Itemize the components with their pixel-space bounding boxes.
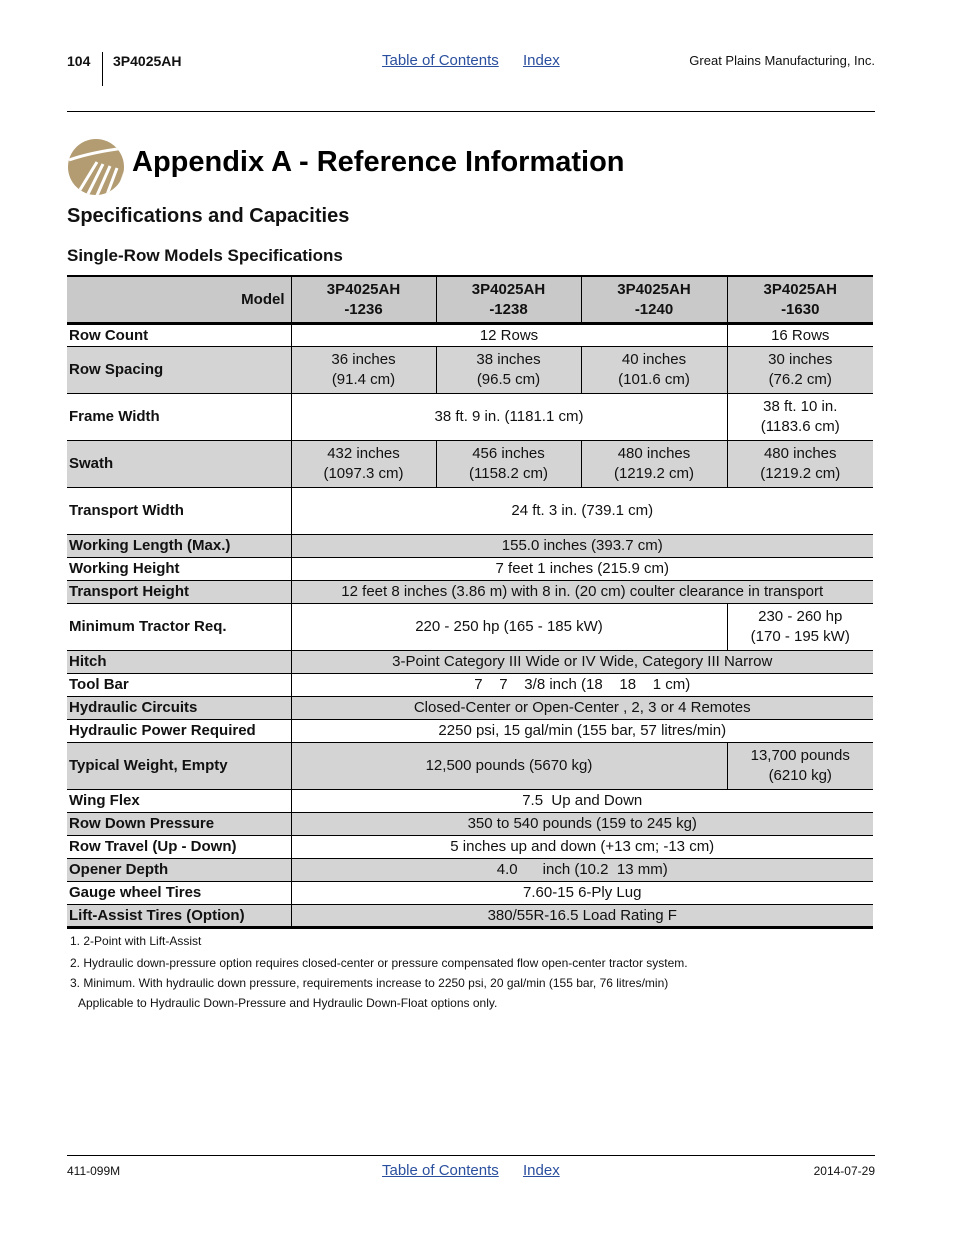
table-row: [67, 905, 873, 928]
table-row: [67, 882, 873, 905]
table-cell: 480 inches (1219.2 cm): [727, 441, 873, 488]
toc-link[interactable]: Table of Contents: [382, 52, 499, 69]
footer-toc-link[interactable]: Table of Contents: [382, 1162, 499, 1179]
row-label: Swath: [67, 441, 291, 488]
index-link[interactable]: Index: [523, 52, 560, 69]
row-label: Transport Width: [67, 488, 291, 535]
subsection-title: Single-Row Models Specifications: [67, 246, 343, 265]
table-row: [67, 604, 873, 651]
page-title: Appendix A - Reference Information: [132, 146, 625, 178]
specifications-table: [67, 275, 873, 929]
row-label: Working Height: [67, 558, 291, 581]
row-label: Minimum Tractor Req.: [67, 604, 291, 651]
row-label: Working Length (Max.): [67, 535, 291, 558]
table-cell: 40 inches (101.6 cm): [581, 347, 727, 394]
model-name: 3P4025AH: [113, 53, 182, 69]
table-cell: 12 feet 8 inches (3.86 m) with 8 in. (20 cm) coulter clearance in transport: [291, 581, 873, 604]
footnote-3: 3. Minimum. With hydraulic down pressure, requirements increase to 2250 psi, 20 gal/min (155 bar, 76 litres/min): [70, 976, 669, 990]
table-cell: 2250 psi, 15 gal/min (155 bar, 57 litres/min): [291, 720, 873, 743]
model-header-1630: 3P4025AH -1630: [727, 276, 873, 324]
table-row: [67, 488, 873, 535]
header-divider: [102, 52, 103, 86]
row-label: Tool Bar: [67, 674, 291, 697]
section-title: Specifications and Capacities: [67, 205, 350, 227]
doc-number: 411-099M: [67, 1164, 121, 1178]
table-row: [67, 697, 873, 720]
footnote-1: 1. 2-Point with Lift-Assist: [70, 934, 202, 948]
table-row: [67, 743, 873, 790]
table-row: [67, 720, 873, 743]
table-cell: 3-Point Category III Wide or IV Wide, Category III Narrow: [291, 651, 873, 674]
table-cell: 38 ft. 9 in. (1181.1 cm): [291, 394, 727, 441]
row-label: Typical Weight, Empty: [67, 743, 291, 790]
table-cell: 5 inches up and down (+13 cm; -13 cm): [291, 836, 873, 859]
row-label: Wing Flex: [67, 790, 291, 813]
table-row: [67, 558, 873, 581]
table-cell: 24 ft. 3 in. (739.1 cm): [291, 488, 873, 535]
row-label: Row Down Pressure: [67, 813, 291, 836]
table-cell: 350 to 540 pounds (159 to 245 kg): [291, 813, 873, 836]
table-row: [67, 836, 873, 859]
table-cell: 12,500 pounds (5670 kg): [291, 743, 727, 790]
model-header-1240: 3P4025AH -1240: [581, 276, 727, 324]
table-cell: 4.0 inch (10.2 13 mm): [291, 859, 873, 882]
table-row: [67, 394, 873, 441]
footer-rule: [67, 1155, 875, 1156]
table-cell: 7.5 Up and Down: [291, 790, 873, 813]
table-cell: 12 Rows: [291, 324, 727, 347]
footnote-3-continued: Applicable to Hydraulic Down-Pressure and Hydraulic Down-Float options only.: [78, 996, 498, 1010]
row-label: Row Travel (Up - Down): [67, 836, 291, 859]
table-cell: 30 inches (76.2 cm): [727, 347, 873, 394]
row-label: Hitch: [67, 651, 291, 674]
table-cell: 7 feet 1 inches (215.9 cm): [291, 558, 873, 581]
table-cell: 456 inches (1158.2 cm): [436, 441, 581, 488]
row-label: Transport Height: [67, 581, 291, 604]
row-label: Row Spacing: [67, 347, 291, 394]
footer-index-link[interactable]: Index: [523, 1162, 560, 1179]
table-cell: 38 ft. 10 in. (1183.6 cm): [727, 394, 873, 441]
table-cell: 220 - 250 hp (165 - 185 kW): [291, 604, 727, 651]
table-cell: 155.0 inches (393.7 cm): [291, 535, 873, 558]
table-row: [67, 859, 873, 882]
row-label: Gauge wheel Tires: [67, 882, 291, 905]
table-row: [67, 651, 873, 674]
row-label: Row Count: [67, 324, 291, 347]
table-row: [67, 535, 873, 558]
table-cell: 480 inches (1219.2 cm): [581, 441, 727, 488]
row-label: Hydraulic Power Required: [67, 720, 291, 743]
table-row: [67, 581, 873, 604]
row-label: Opener Depth: [67, 859, 291, 882]
table-cell: 36 inches (91.4 cm): [291, 347, 436, 394]
table-row: [67, 324, 873, 347]
table-row: [67, 674, 873, 697]
company-name: Great Plains Manufacturing, Inc.: [689, 53, 875, 68]
table-row: [67, 813, 873, 836]
header-rule: [67, 111, 875, 112]
table-cell: 230 - 260 hp (170 - 195 kW): [727, 604, 873, 651]
table-cell: 13,700 pounds (6210 kg): [727, 743, 873, 790]
table-cell: Closed-Center or Open-Center , 2, 3 or 4 Remotes: [291, 697, 873, 720]
table-cell: 7.60-15 6-Ply Lug: [291, 882, 873, 905]
table-row: [67, 790, 873, 813]
table-row: [67, 347, 873, 394]
table-cell: 432 inches (1097.3 cm): [291, 441, 436, 488]
footer-date: 2014-07-29: [813, 1164, 875, 1178]
footnote-2: 2. Hydraulic down-pressure option requires closed-center or pressure compensated flow open-center tractor system.: [70, 956, 688, 970]
table-cell: 7 7 3/8 inch (18 18 1 cm): [291, 674, 873, 697]
page-number: 104: [67, 53, 91, 69]
row-label: Frame Width: [67, 394, 291, 441]
model-header-label: Model: [67, 276, 291, 324]
table-cell: 380/55R-16.5 Load Rating F: [291, 905, 873, 928]
table-row: [67, 441, 873, 488]
table-cell: 16 Rows: [727, 324, 873, 347]
model-header-1238: 3P4025AH -1238: [436, 276, 581, 324]
table-header-row: [67, 276, 873, 324]
great-plains-logo-icon: [67, 138, 125, 196]
row-label: Lift-Assist Tires (Option): [67, 905, 291, 928]
table-cell: 38 inches (96.5 cm): [436, 347, 581, 394]
row-label: Hydraulic Circuits: [67, 697, 291, 720]
model-header-1236: 3P4025AH -1236: [291, 276, 436, 324]
